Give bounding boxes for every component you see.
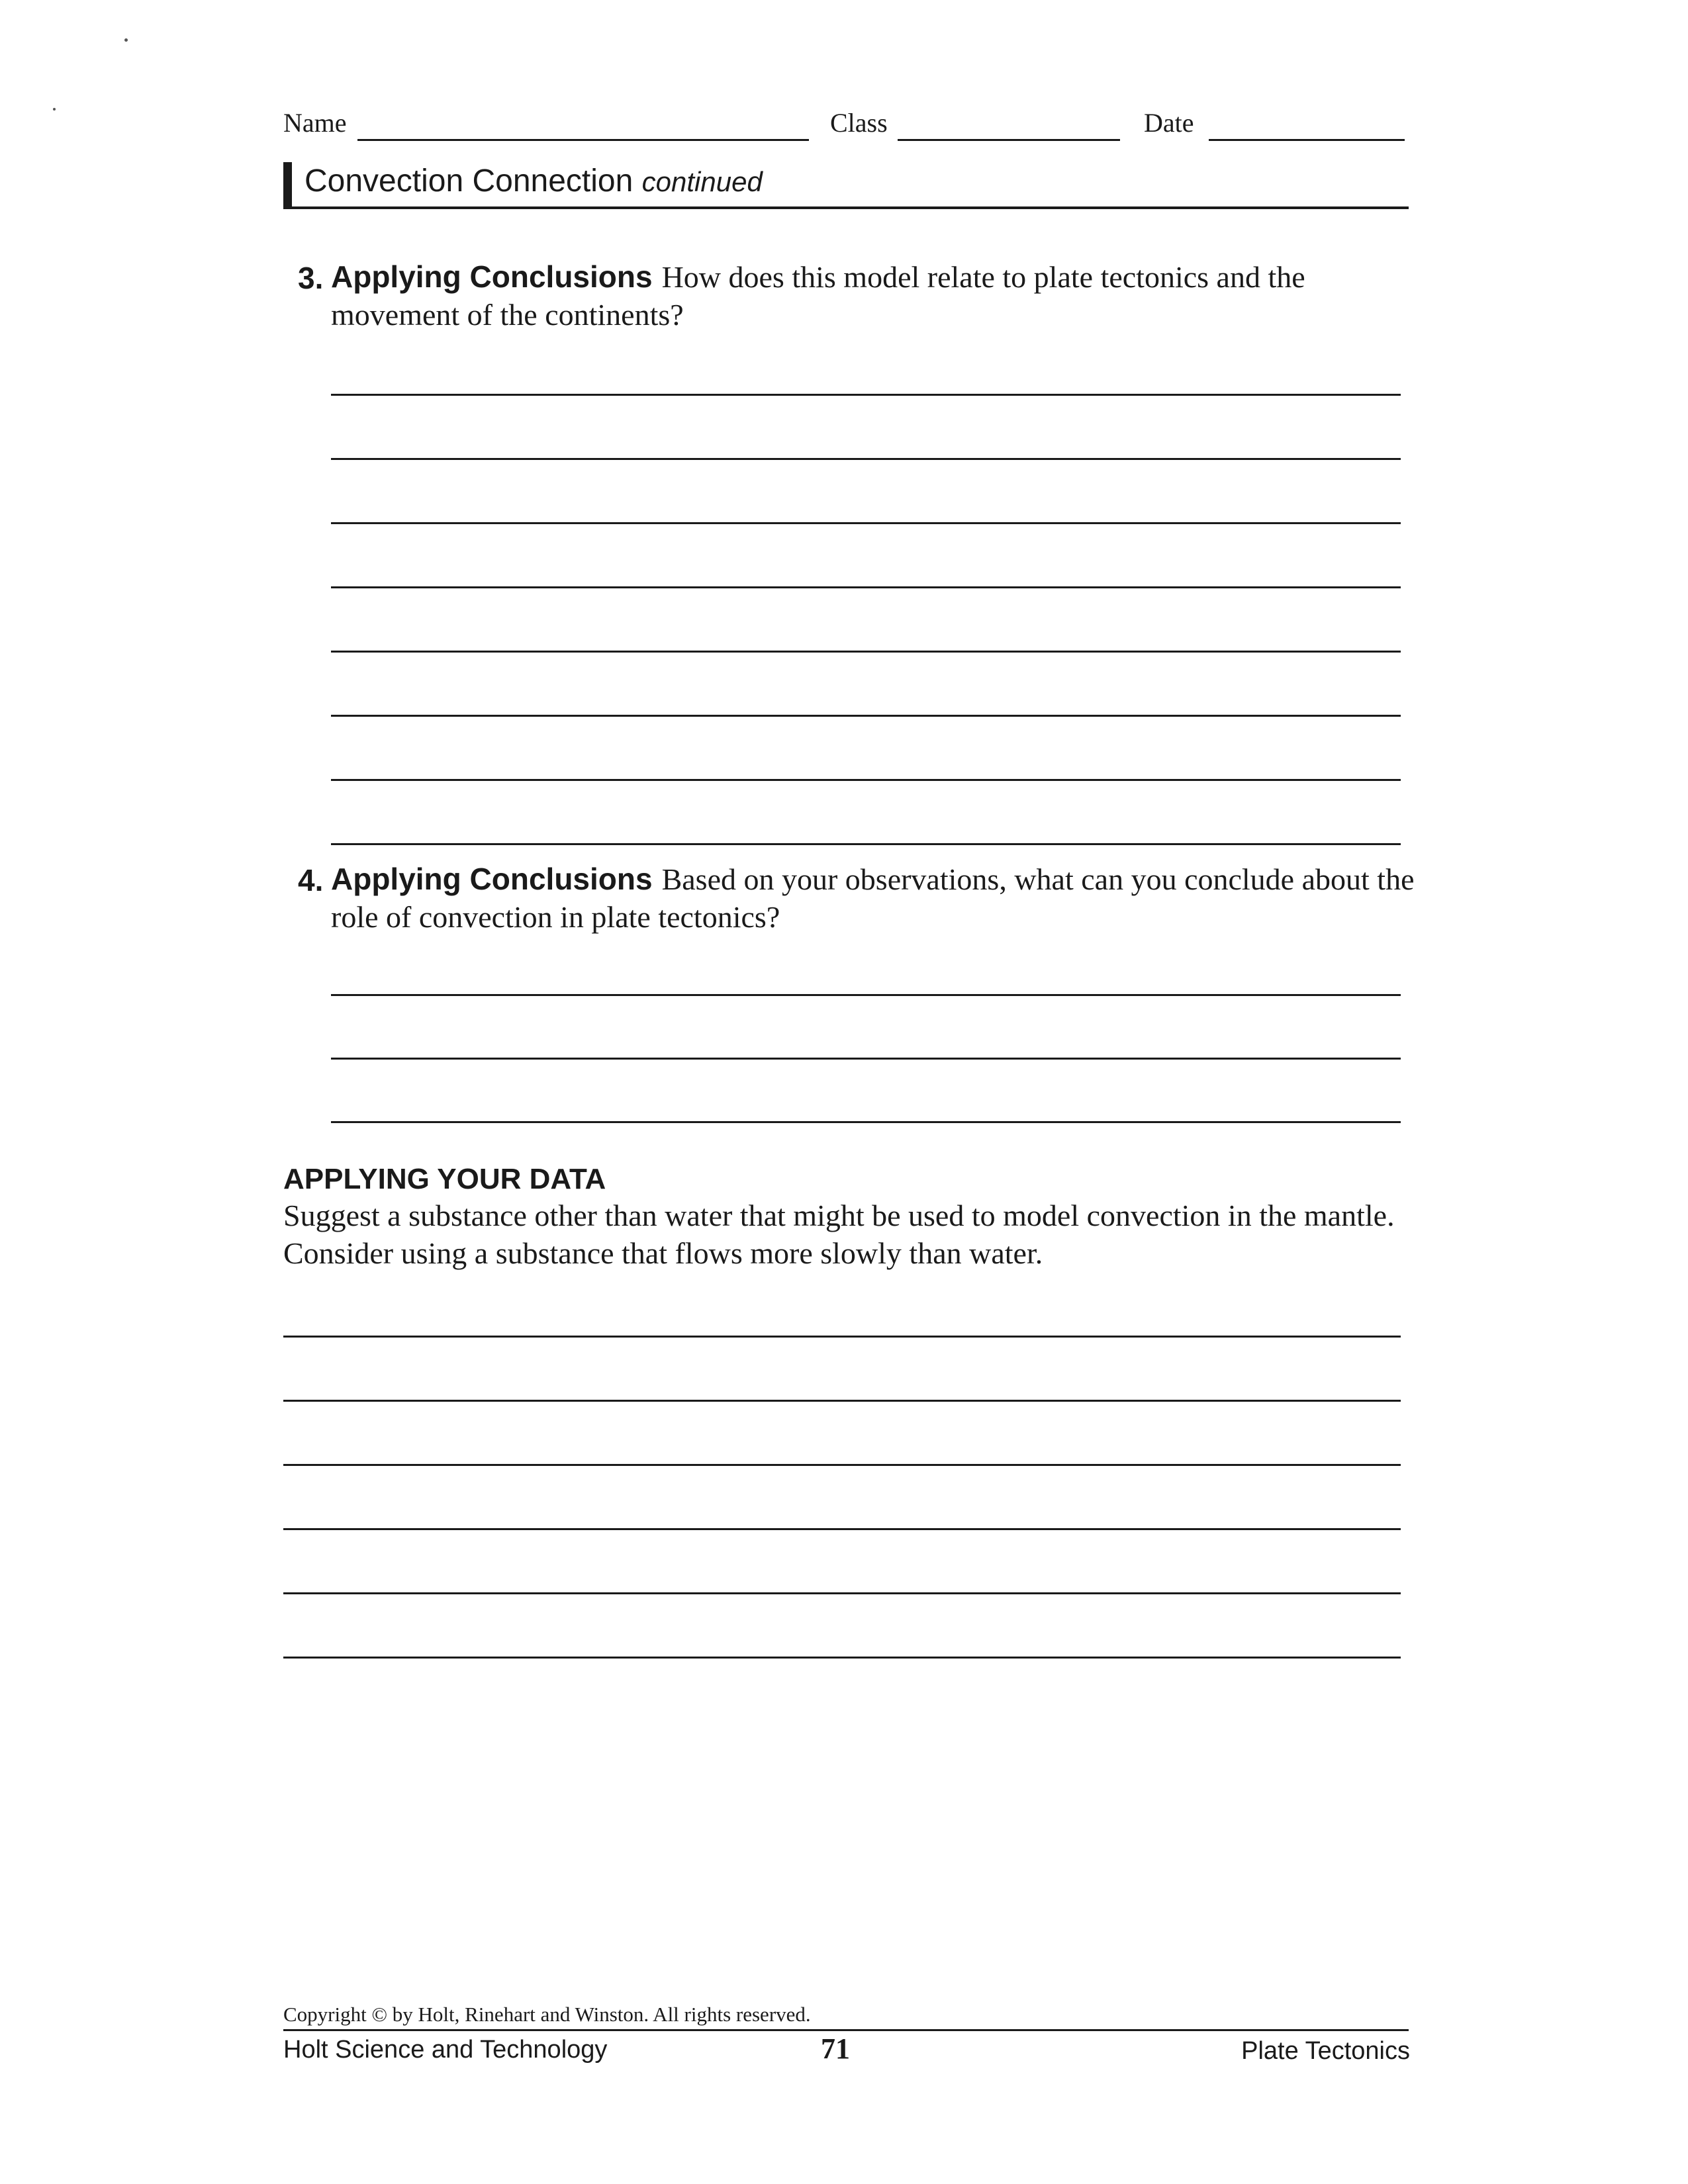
answer-line[interactable] — [283, 1336, 1401, 1338]
answer-line[interactable] — [283, 1592, 1401, 1594]
title-marker-bar — [283, 162, 292, 207]
name-label: Name — [283, 108, 347, 138]
question-lead: Applying Conclusions — [331, 259, 653, 294]
scan-speck — [53, 108, 56, 111]
publisher-name: Holt Science and Technology — [283, 2036, 608, 2064]
class-field[interactable] — [898, 139, 1120, 141]
section-heading: APPLYING YOUR DATA — [283, 1163, 606, 1195]
answer-line[interactable] — [283, 1464, 1401, 1466]
question-number: 4. — [298, 863, 324, 897]
question-prompt — [331, 258, 1417, 334]
title-rule — [283, 206, 1409, 209]
answer-line[interactable] — [331, 994, 1401, 996]
question-text: How does this model relate to plate tectonics and the movement of the continents? — [331, 260, 1305, 332]
title-main: Convection Connection — [305, 163, 633, 199]
page-title — [305, 165, 763, 197]
answer-line[interactable] — [331, 1058, 1401, 1060]
section-prompt: Suggest a substance other than water that might be used to model convection in the mantle. Consider using a substance that flows more slowly than water. — [283, 1199, 1395, 1270]
question-lead: Applying Conclusions — [331, 862, 653, 896]
scan-speck — [124, 38, 128, 42]
class-label: Class — [830, 108, 888, 138]
answer-line[interactable] — [283, 1400, 1401, 1402]
answer-line[interactable] — [331, 779, 1401, 781]
question-number: 3. — [298, 261, 324, 295]
question-prompt — [331, 860, 1417, 936]
page-number: 71 — [821, 2032, 850, 2065]
answer-line[interactable] — [331, 394, 1401, 396]
chapter-name: Plate Tectonics — [1241, 2037, 1410, 2065]
name-field[interactable] — [357, 139, 809, 141]
answer-line[interactable] — [331, 458, 1401, 460]
date-label: Date — [1144, 108, 1194, 138]
answer-line[interactable] — [331, 522, 1401, 524]
answer-line[interactable] — [331, 586, 1401, 588]
copyright-notice: Copyright © by Holt, Rinehart and Winston. All rights reserved. — [283, 2003, 811, 2026]
footer-rule — [283, 2029, 1409, 2031]
answer-line[interactable] — [331, 651, 1401, 653]
answer-line[interactable] — [331, 1121, 1401, 1123]
question-text: Based on your observations, what can you conclude about the role of convection in plate tectonics? — [331, 862, 1415, 934]
answer-line[interactable] — [331, 843, 1401, 845]
title-continued: continued — [641, 166, 763, 197]
date-field[interactable] — [1209, 139, 1405, 141]
answer-line[interactable] — [283, 1528, 1401, 1530]
answer-line[interactable] — [283, 1657, 1401, 1659]
answer-line[interactable] — [331, 715, 1401, 717]
